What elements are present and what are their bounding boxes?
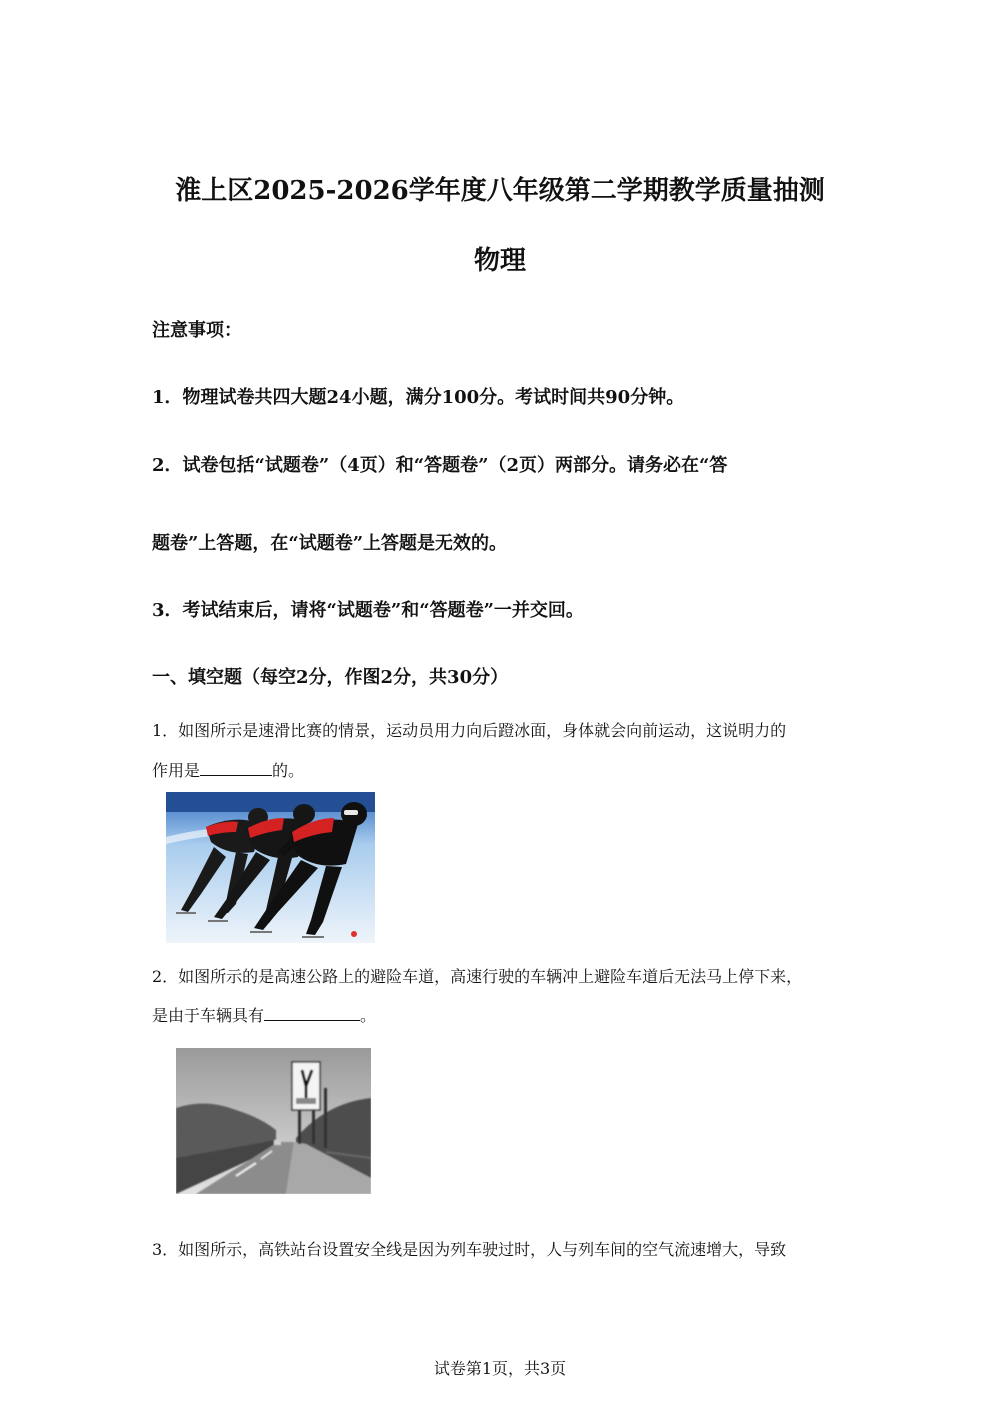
notice-item-1: 1．物理试卷共四大题24小题，满分100分。考试时间共90分钟。 xyxy=(152,387,685,408)
question-2-line1: 2．如图所示的是高速公路上的避险车道，高速行驶的车辆冲上避险车道后无法马上停下来， xyxy=(152,967,803,986)
question-2-text-after: 。 xyxy=(360,1006,377,1025)
escape-ramp-image xyxy=(176,1048,371,1194)
notice-heading: 注意事项： xyxy=(152,320,242,341)
question-2-text-before: 是由于车辆具有 xyxy=(152,1006,265,1025)
question-1-text-after: 的。 xyxy=(272,761,305,780)
question-1-text-before: 作用是 xyxy=(152,761,201,780)
page-footer: 试卷第1页，共3页 xyxy=(433,1359,567,1378)
subject-title: 物理 xyxy=(473,246,526,276)
question-3-line1: 3．如图所示，高铁站台设置安全线是因为列车驶过时，人与列车间的空气流速增大，导致 xyxy=(152,1240,787,1259)
question-1-line2 xyxy=(152,758,304,781)
question-2-answer-blank[interactable] xyxy=(264,1004,360,1021)
exam-title: 淮上区2025-2026学年度八年级第二学期教学质量抽测 xyxy=(175,176,825,206)
section-heading-fill-in: 一、填空题（每空2分，作图2分，共30分） xyxy=(152,667,509,688)
question-2-line2 xyxy=(152,1003,376,1026)
notice-item-2: 2．试卷包括“试题卷”（4页）和“答题卷”（2页）两部分。请务必在“答 xyxy=(152,455,728,476)
notice-item-2-cont: 题卷”上答题，在“试题卷”上答题是无效的。 xyxy=(152,533,508,554)
question-1-answer-blank[interactable] xyxy=(200,759,272,776)
notice-item-3: 3．考试结束后，请将“试题卷”和“答题卷”一并交回。 xyxy=(152,600,584,621)
question-1-line1: 1．如图所示是速滑比赛的情景，运动员用力向后蹬冰面，身体就会向前运动，这说明力的 xyxy=(152,721,787,740)
speed-skating-image xyxy=(166,792,375,943)
